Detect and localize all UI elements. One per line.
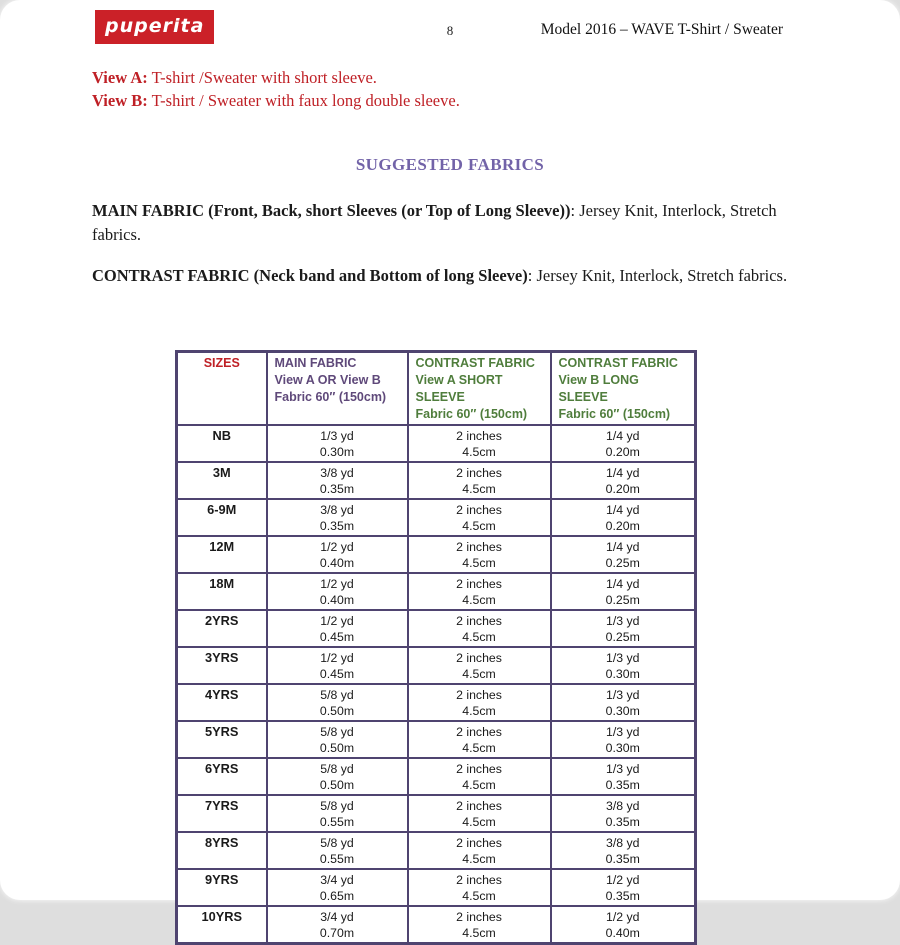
- value-line: 3/8 yd: [320, 466, 354, 480]
- contrast-b-cell: [551, 462, 696, 499]
- value-line: 0.30m: [319, 445, 355, 459]
- contrast-a-cell: [408, 462, 551, 499]
- table-row: [177, 536, 696, 573]
- value-line: 3/4 yd: [320, 910, 354, 924]
- value-line: 3/4 yd: [320, 873, 354, 887]
- value-line: 0.65m: [319, 889, 355, 903]
- table-row: [177, 425, 696, 462]
- value-line: 0.25m: [605, 556, 640, 570]
- value-line: 5/8 yd: [320, 688, 354, 702]
- value-line: 1/3 yd: [606, 688, 640, 702]
- view-b-label: View B:: [92, 91, 148, 110]
- header-main-line1: MAIN FABRIC: [274, 356, 357, 370]
- section-title: SUGGESTED FABRICS: [355, 155, 545, 174]
- size-cell: 6-9M: [177, 499, 267, 536]
- table-row: [177, 462, 696, 499]
- value-line: 0.35m: [605, 852, 640, 866]
- main-fabric-cell: [267, 684, 408, 721]
- value-line: 0.50m: [319, 704, 355, 718]
- size-cell: 3YRS: [177, 647, 267, 684]
- value-line: 3/8 yd: [320, 503, 354, 517]
- value-line: 0.50m: [319, 741, 355, 755]
- size-cell: 4YRS: [177, 684, 267, 721]
- value-line: 4.5cm: [462, 926, 496, 940]
- main-fabric-cell: [267, 573, 408, 610]
- header-contrast-b-line2: View B LONG SLEEVE: [558, 373, 639, 404]
- value-line: 0.35m: [605, 889, 640, 903]
- document-title: Model 2016 – WAVE T-Shirt / Sweater: [540, 21, 783, 38]
- value-line: 1/4 yd: [606, 466, 640, 480]
- value-line: 2 inches: [456, 799, 502, 813]
- contrast-b-cell: [551, 573, 696, 610]
- header-contrast-b-line3: Fabric 60″ (150cm): [558, 407, 671, 421]
- value-line: 0.35m: [319, 482, 355, 496]
- size-cell: 2YRS: [177, 610, 267, 647]
- value-line: 0.55m: [319, 815, 355, 829]
- contrast-b-cell: [551, 758, 696, 795]
- main-fabric-cell: [267, 869, 408, 906]
- contrast-b-cell: [551, 721, 696, 758]
- value-line: 0.35m: [605, 815, 640, 829]
- value-line: 0.70m: [319, 926, 355, 940]
- size-cell: 5YRS: [177, 721, 267, 758]
- table-row: [177, 869, 696, 906]
- value-line: 5/8 yd: [320, 725, 354, 739]
- value-line: 0.40m: [319, 556, 355, 570]
- header-contrast-b-line1: CONTRAST FABRIC: [558, 356, 678, 370]
- contrast-b-cell: [551, 425, 696, 462]
- contrast-a-cell: [408, 684, 551, 721]
- fabric-requirements-table: [175, 350, 697, 945]
- view-b-text: T-shirt / Sweater with faux long double sleeve.: [147, 91, 460, 110]
- contrast-b-cell: [551, 647, 696, 684]
- contrast-a-cell: [408, 573, 551, 610]
- view-a-label: View A:: [92, 68, 148, 87]
- value-line: 1/4 yd: [606, 503, 640, 517]
- size-cell: NB: [177, 425, 267, 462]
- value-line: 1/4 yd: [606, 577, 640, 591]
- main-fabric-paragraph: [92, 199, 810, 247]
- header-sizes-label: SIZES: [203, 356, 240, 370]
- contrast-b-cell: [551, 795, 696, 832]
- main-fabric-cell: [267, 795, 408, 832]
- value-line: 4.5cm: [462, 593, 496, 607]
- value-line: 1/3 yd: [606, 651, 640, 665]
- value-line: 0.45m: [319, 630, 355, 644]
- contrast-fabric-bold: CONTRAST FABRIC (Neck band and Bottom of long Sleeve): [92, 266, 528, 285]
- main-fabric-cell: [267, 832, 408, 869]
- header-sizes: [177, 352, 267, 426]
- value-line: 2 inches: [456, 873, 502, 887]
- contrast-fabric-paragraph: [92, 264, 810, 288]
- value-line: 2 inches: [456, 762, 502, 776]
- value-line: 0.55m: [319, 852, 355, 866]
- table-row: [177, 832, 696, 869]
- header-contrast-a: [408, 352, 551, 426]
- main-fabric-rest: : Jersey Knit, Interlock, Stretch fabrics.: [92, 201, 777, 244]
- main-fabric-bold: MAIN FABRIC (Front, Back, short Sleeves (or Top of Long Sleeve)): [92, 201, 571, 220]
- table-row: [177, 684, 696, 721]
- table-body: [177, 425, 696, 944]
- header-main-line2: View A OR View B: [274, 373, 381, 387]
- contrast-b-cell: [551, 869, 696, 906]
- value-line: 1/3 yd: [606, 762, 640, 776]
- main-fabric-cell: [267, 425, 408, 462]
- main-fabric-cell: [267, 610, 408, 647]
- value-line: 1/2 yd: [606, 910, 640, 924]
- value-line: 2 inches: [456, 466, 502, 480]
- value-line: 1/4 yd: [606, 429, 640, 443]
- value-line: 5/8 yd: [320, 836, 354, 850]
- value-line: 2 inches: [456, 577, 502, 591]
- value-line: 4.5cm: [462, 741, 496, 755]
- value-line: 4.5cm: [462, 445, 496, 459]
- value-line: 0.40m: [319, 593, 355, 607]
- size-cell: 7YRS: [177, 795, 267, 832]
- main-fabric-cell: [267, 906, 408, 944]
- contrast-a-cell: [408, 869, 551, 906]
- value-line: 0.25m: [605, 630, 640, 644]
- size-cell: 12M: [177, 536, 267, 573]
- view-a-text: T-shirt /Sweater with short sleeve.: [147, 68, 377, 87]
- table-row: [177, 647, 696, 684]
- size-cell: 9YRS: [177, 869, 267, 906]
- header-contrast-a-line1: CONTRAST FABRIC: [415, 356, 535, 370]
- value-line: 4.5cm: [462, 852, 496, 866]
- value-line: 4.5cm: [462, 667, 496, 681]
- value-line: 2 inches: [456, 540, 502, 554]
- value-line: 4.5cm: [462, 519, 496, 533]
- value-line: 5/8 yd: [320, 799, 354, 813]
- value-line: 2 inches: [456, 725, 502, 739]
- value-line: 0.20m: [605, 445, 640, 459]
- header-main-fabric: [267, 352, 408, 426]
- contrast-a-cell: [408, 499, 551, 536]
- header-contrast-a-line3: Fabric 60″ (150cm): [415, 407, 528, 421]
- table-row: [177, 573, 696, 610]
- value-line: 0.35m: [319, 519, 355, 533]
- value-line: 1/3 yd: [606, 614, 640, 628]
- value-line: 1/3 yd: [320, 429, 354, 443]
- table-row: [177, 758, 696, 795]
- value-line: 3/8 yd: [606, 836, 640, 850]
- contrast-a-cell: [408, 536, 551, 573]
- contrast-b-cell: [551, 499, 696, 536]
- value-line: 1/4 yd: [606, 540, 640, 554]
- value-line: 2 inches: [456, 910, 502, 924]
- value-line: 1/2 yd: [320, 614, 354, 628]
- view-b-line: [92, 89, 460, 112]
- value-line: 3/8 yd: [606, 799, 640, 813]
- value-line: 2 inches: [456, 651, 502, 665]
- contrast-b-cell: [551, 536, 696, 573]
- value-line: 0.40m: [605, 926, 640, 940]
- contrast-b-cell: [551, 684, 696, 721]
- value-line: 0.50m: [319, 778, 355, 792]
- contrast-a-cell: [408, 758, 551, 795]
- size-cell: 10YRS: [177, 906, 267, 944]
- value-line: 1/2 yd: [320, 651, 354, 665]
- size-cell: 3M: [177, 462, 267, 499]
- value-line: 0.25m: [605, 593, 640, 607]
- value-line: 0.30m: [605, 667, 640, 681]
- page-number: 8: [446, 23, 454, 38]
- value-line: 2 inches: [456, 614, 502, 628]
- value-line: 4.5cm: [462, 889, 496, 903]
- table-row: [177, 906, 696, 944]
- value-line: 1/3 yd: [606, 725, 640, 739]
- view-a-line: [92, 66, 460, 89]
- header-contrast-a-line2: View A SHORT SLEEVE: [415, 373, 503, 404]
- header-main-line3: Fabric 60″ (150cm): [274, 390, 387, 404]
- table-row: [177, 721, 696, 758]
- contrast-a-cell: [408, 832, 551, 869]
- value-line: 2 inches: [456, 429, 502, 443]
- value-line: 2 inches: [456, 503, 502, 517]
- value-line: 0.35m: [605, 778, 640, 792]
- main-fabric-cell: [267, 647, 408, 684]
- contrast-a-cell: [408, 721, 551, 758]
- value-line: 1/2 yd: [320, 577, 354, 591]
- value-line: 4.5cm: [462, 482, 496, 496]
- value-line: 0.45m: [319, 667, 355, 681]
- value-line: 4.5cm: [462, 815, 496, 829]
- size-cell: 8YRS: [177, 832, 267, 869]
- contrast-a-cell: [408, 610, 551, 647]
- size-cell: 6YRS: [177, 758, 267, 795]
- table-row: [177, 610, 696, 647]
- value-line: 4.5cm: [462, 556, 496, 570]
- header-contrast-b: [551, 352, 696, 426]
- contrast-a-cell: [408, 906, 551, 944]
- value-line: 4.5cm: [462, 778, 496, 792]
- table-row: [177, 795, 696, 832]
- size-cell: 18M: [177, 573, 267, 610]
- value-line: 0.20m: [605, 519, 640, 533]
- contrast-a-cell: [408, 647, 551, 684]
- main-fabric-cell: [267, 536, 408, 573]
- contrast-fabric-rest: : Jersey Knit, Interlock, Stretch fabrics.: [527, 266, 788, 285]
- value-line: 0.20m: [605, 482, 640, 496]
- value-line: 2 inches: [456, 836, 502, 850]
- value-line: 0.30m: [605, 704, 640, 718]
- view-descriptions: [92, 66, 460, 112]
- contrast-a-cell: [408, 795, 551, 832]
- main-fabric-cell: [267, 499, 408, 536]
- value-line: 4.5cm: [462, 630, 496, 644]
- value-line: 1/2 yd: [320, 540, 354, 554]
- main-fabric-cell: [267, 721, 408, 758]
- table-header-row: [177, 352, 696, 426]
- contrast-b-cell: [551, 906, 696, 944]
- value-line: 2 inches: [456, 688, 502, 702]
- value-line: 4.5cm: [462, 704, 496, 718]
- value-line: 5/8 yd: [320, 762, 354, 776]
- puperita-logo: puperita: [95, 10, 214, 44]
- table-row: [177, 499, 696, 536]
- value-line: 1/2 yd: [606, 873, 640, 887]
- value-line: 0.30m: [605, 741, 640, 755]
- main-fabric-cell: [267, 462, 408, 499]
- main-fabric-cell: [267, 758, 408, 795]
- contrast-a-cell: [408, 425, 551, 462]
- contrast-b-cell: [551, 610, 696, 647]
- contrast-b-cell: [551, 832, 696, 869]
